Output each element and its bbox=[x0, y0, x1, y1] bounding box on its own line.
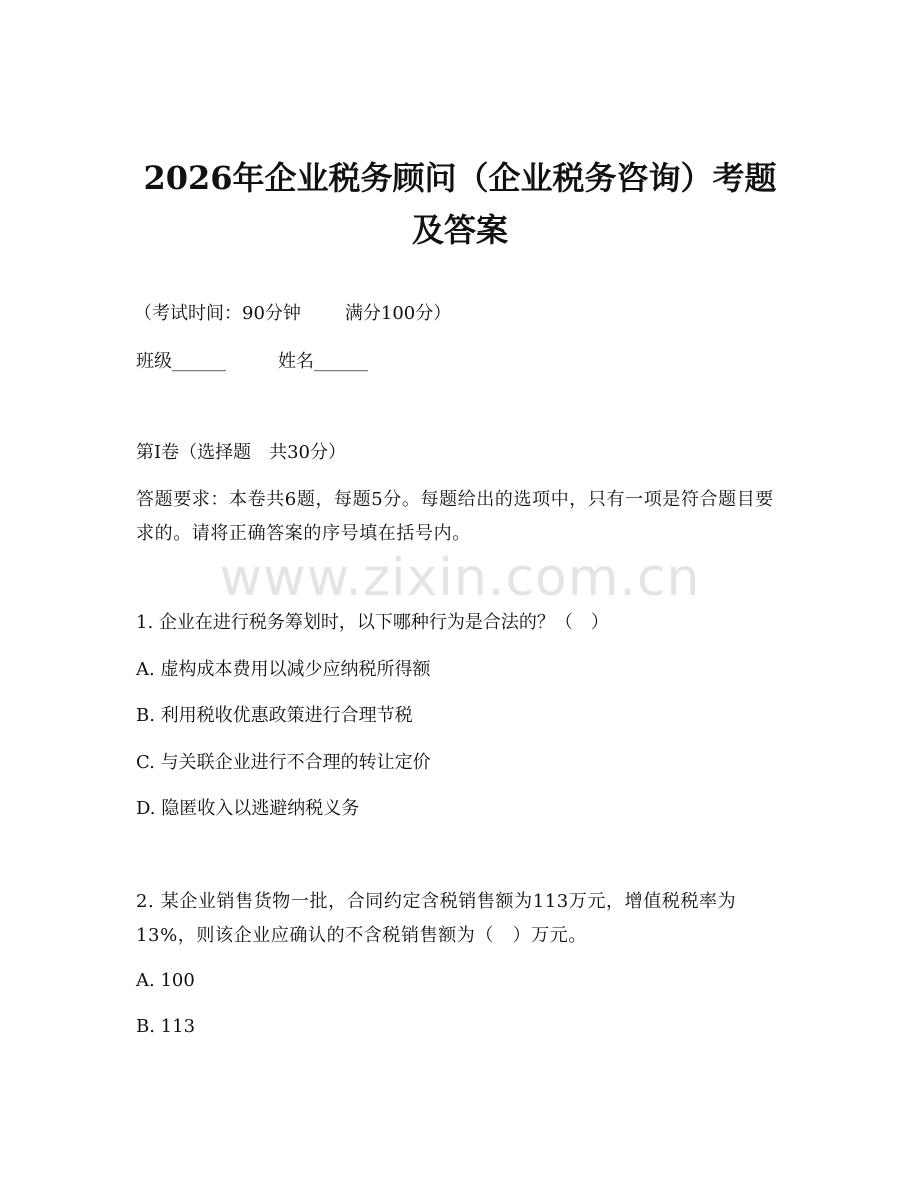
section-title: 第I卷（选择题 共30分） bbox=[136, 442, 347, 463]
question-stem: 2. 某企业销售货物一批，合同约定含税销售额为113万元，增值税税率为13%，则该企业应确认的不含税销售额为（ ）万元。 bbox=[136, 891, 737, 946]
full-score: 满分100分） bbox=[344, 303, 452, 324]
document-title bbox=[80, 152, 840, 256]
option-a: A. 100 bbox=[136, 970, 195, 991]
title-line-1: 2026年企业税务顾问（企业税务咨询）考题 bbox=[143, 159, 777, 197]
title-line-2: 及答案 bbox=[411, 211, 508, 249]
student-info bbox=[136, 350, 368, 374]
instructions: 答题要求：本卷共6题，每题5分。每题给出的选项中，只有一项是符合题目要求的。请将正确答案的序号填在括号内。 bbox=[136, 489, 774, 544]
option-b: B. 利用税收优惠政策进行合理节税 bbox=[136, 705, 413, 726]
option-a: A. 虚构成本费用以减少应纳税所得额 bbox=[136, 659, 431, 680]
option-b: B. 113 bbox=[136, 1016, 196, 1037]
class-field: 班级______ bbox=[136, 351, 226, 372]
exam-time: （考试时间：90分钟 bbox=[134, 303, 301, 324]
option-d: D. 隐匿收入以逃避纳税义务 bbox=[136, 798, 360, 819]
question-stem: 1. 企业在进行税务筹划时，以下哪种行为是合法的？（ ） bbox=[136, 612, 609, 633]
name-field: 姓名______ bbox=[278, 351, 368, 372]
option-c: C. 与关联企业进行不合理的转让定价 bbox=[136, 752, 431, 773]
watermark: www.zixin.com.cn bbox=[219, 548, 701, 608]
exam-info bbox=[134, 302, 451, 326]
